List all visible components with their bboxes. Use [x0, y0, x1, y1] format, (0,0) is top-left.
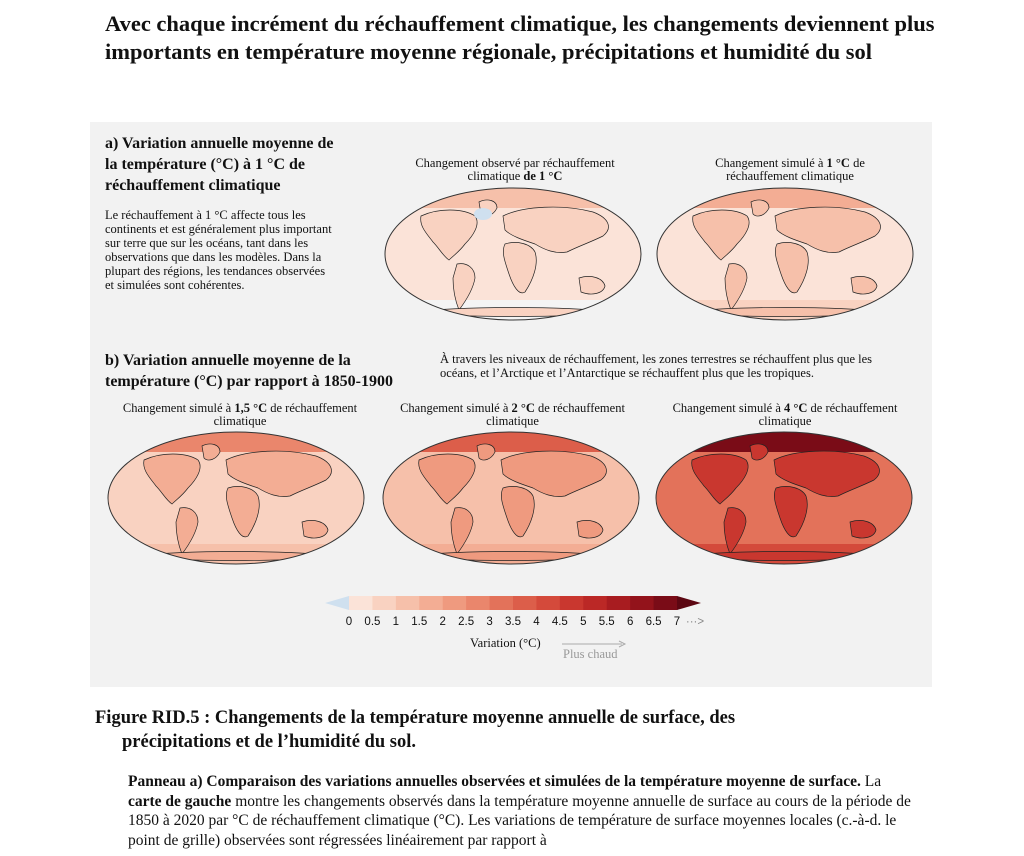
colorbar-ticks: [325, 616, 715, 636]
world-map-15: [106, 430, 366, 566]
colorbar-tick-label: 5.5: [598, 616, 615, 628]
colorbar-tick-label: 1.5: [411, 616, 428, 628]
colorbar-tick-label: 4.5: [551, 616, 568, 628]
colorbar-right-arrow: [677, 596, 701, 610]
page-title: Avec chaque incrément du réchauffement climatique, les changements deviennent plus importants en température moyenne régionale, précipitations et humidité du sol: [105, 11, 935, 64]
colorbar-tick-label: 2.5: [458, 616, 475, 628]
colorbar-swatch: [630, 596, 654, 610]
colorbar-swatch: [513, 596, 537, 610]
colorbar-left-arrow: [325, 596, 349, 610]
colorbar-swatch: [396, 596, 420, 610]
colorbar-swatch: [560, 596, 584, 610]
colorbar-swatch: [372, 596, 396, 610]
colorbar-tick-label: 6: [626, 616, 634, 628]
panel-b-description: À travers les niveaux de réchauffement, les zones terrestres se réchauffent plus que les océans, et l’Arctique et l’Antarctique se réchauffent plus que les tropiques.: [440, 352, 873, 380]
colorbar-swatch: [349, 596, 373, 610]
colorbar-tick-label: 3.5: [505, 616, 521, 628]
map-title-2: Changement simulé à 2 °C de réchauffement climatique: [400, 401, 625, 428]
colorbar-tick-label: 0.5: [364, 616, 381, 628]
colorbar-swatch: [419, 596, 443, 610]
colorbar-tick-label: 1: [392, 616, 400, 628]
world-map-2: [381, 430, 641, 566]
colorbar-tick-label: 4: [533, 616, 540, 628]
colorbar-label: Variation (°C): [470, 636, 541, 650]
map-title-simulated-1: Changement simulé à 1 °C de réchauffement climatique: [715, 156, 865, 183]
colorbar-swatch: [490, 596, 514, 610]
panel-b-heading: b) Variation annuelle moyenne de la température (°C) par rapport à 1850-1900: [105, 352, 393, 390]
map-title-observed: Changement observé par réchauffement climatique de 1 °C: [415, 156, 615, 183]
map-title-15: Changement simulé à 1,5 °C de réchauffement climatique: [122, 401, 358, 428]
colorbar-tick-label: 2: [439, 616, 446, 628]
colorbar-swatch: [536, 596, 560, 610]
world-map-observed: [383, 186, 643, 322]
world-map-4: [654, 430, 914, 566]
colorbar-swatch: [583, 596, 607, 610]
world-map-simulated-1: [655, 186, 915, 322]
colorbar-swatch: [654, 596, 678, 610]
colorbar-swatch: [607, 596, 631, 610]
panel-a-caption-text: Panneau a) Comparaison des variations annuelles observées et simulées de la température moyenne de surface. La carte de gauche montre les changements observés dans la température moyenne annuelle de surface au cours de la période de 1850 à 2020 par °C de réchauffement climatique (°C). Les variations de température de surface moyennes locales (c.-à-d. le point de grille) observées sont régressées linéairement par rapport à: [128, 773, 911, 849]
panel-a-heading: a) Variation annuelle moyenne de la température (°C) à 1 °C de réchauffement climatique: [105, 135, 334, 194]
colorbar-tick-label: 5: [580, 616, 587, 628]
colorbar-swatch: [466, 596, 490, 610]
panel-a-description: Le réchauffement à 1 °C affecte tous les continents et est généralement plus important sur terre que sur les océans, tant dans les observations que dans les modèles. Dans la plupart des régions, les tendances observées et simulées sont cohérentes.: [105, 208, 332, 292]
map-title-4: Changement simulé à 4 °C de réchauffement climatique: [672, 401, 898, 428]
colorbar: [325, 594, 705, 614]
colorbar-arrow-glyph: ···>: [685, 616, 705, 628]
colorbar-tick-label: 7: [673, 616, 681, 628]
hotter-label: Plus chaud: [563, 647, 618, 661]
colorbar-swatch: [443, 596, 467, 610]
figure-caption: Figure RID.5 : Changements de la température moyenne annuelle de surface, des précipitations et de l’humidité du sol.: [95, 708, 736, 752]
cooling-patch: [474, 208, 492, 220]
colorbar-tick-label: 6.5: [645, 616, 662, 628]
colorbar-tick-label: 0: [345, 616, 353, 628]
colorbar-tick-label: 3: [486, 616, 493, 628]
